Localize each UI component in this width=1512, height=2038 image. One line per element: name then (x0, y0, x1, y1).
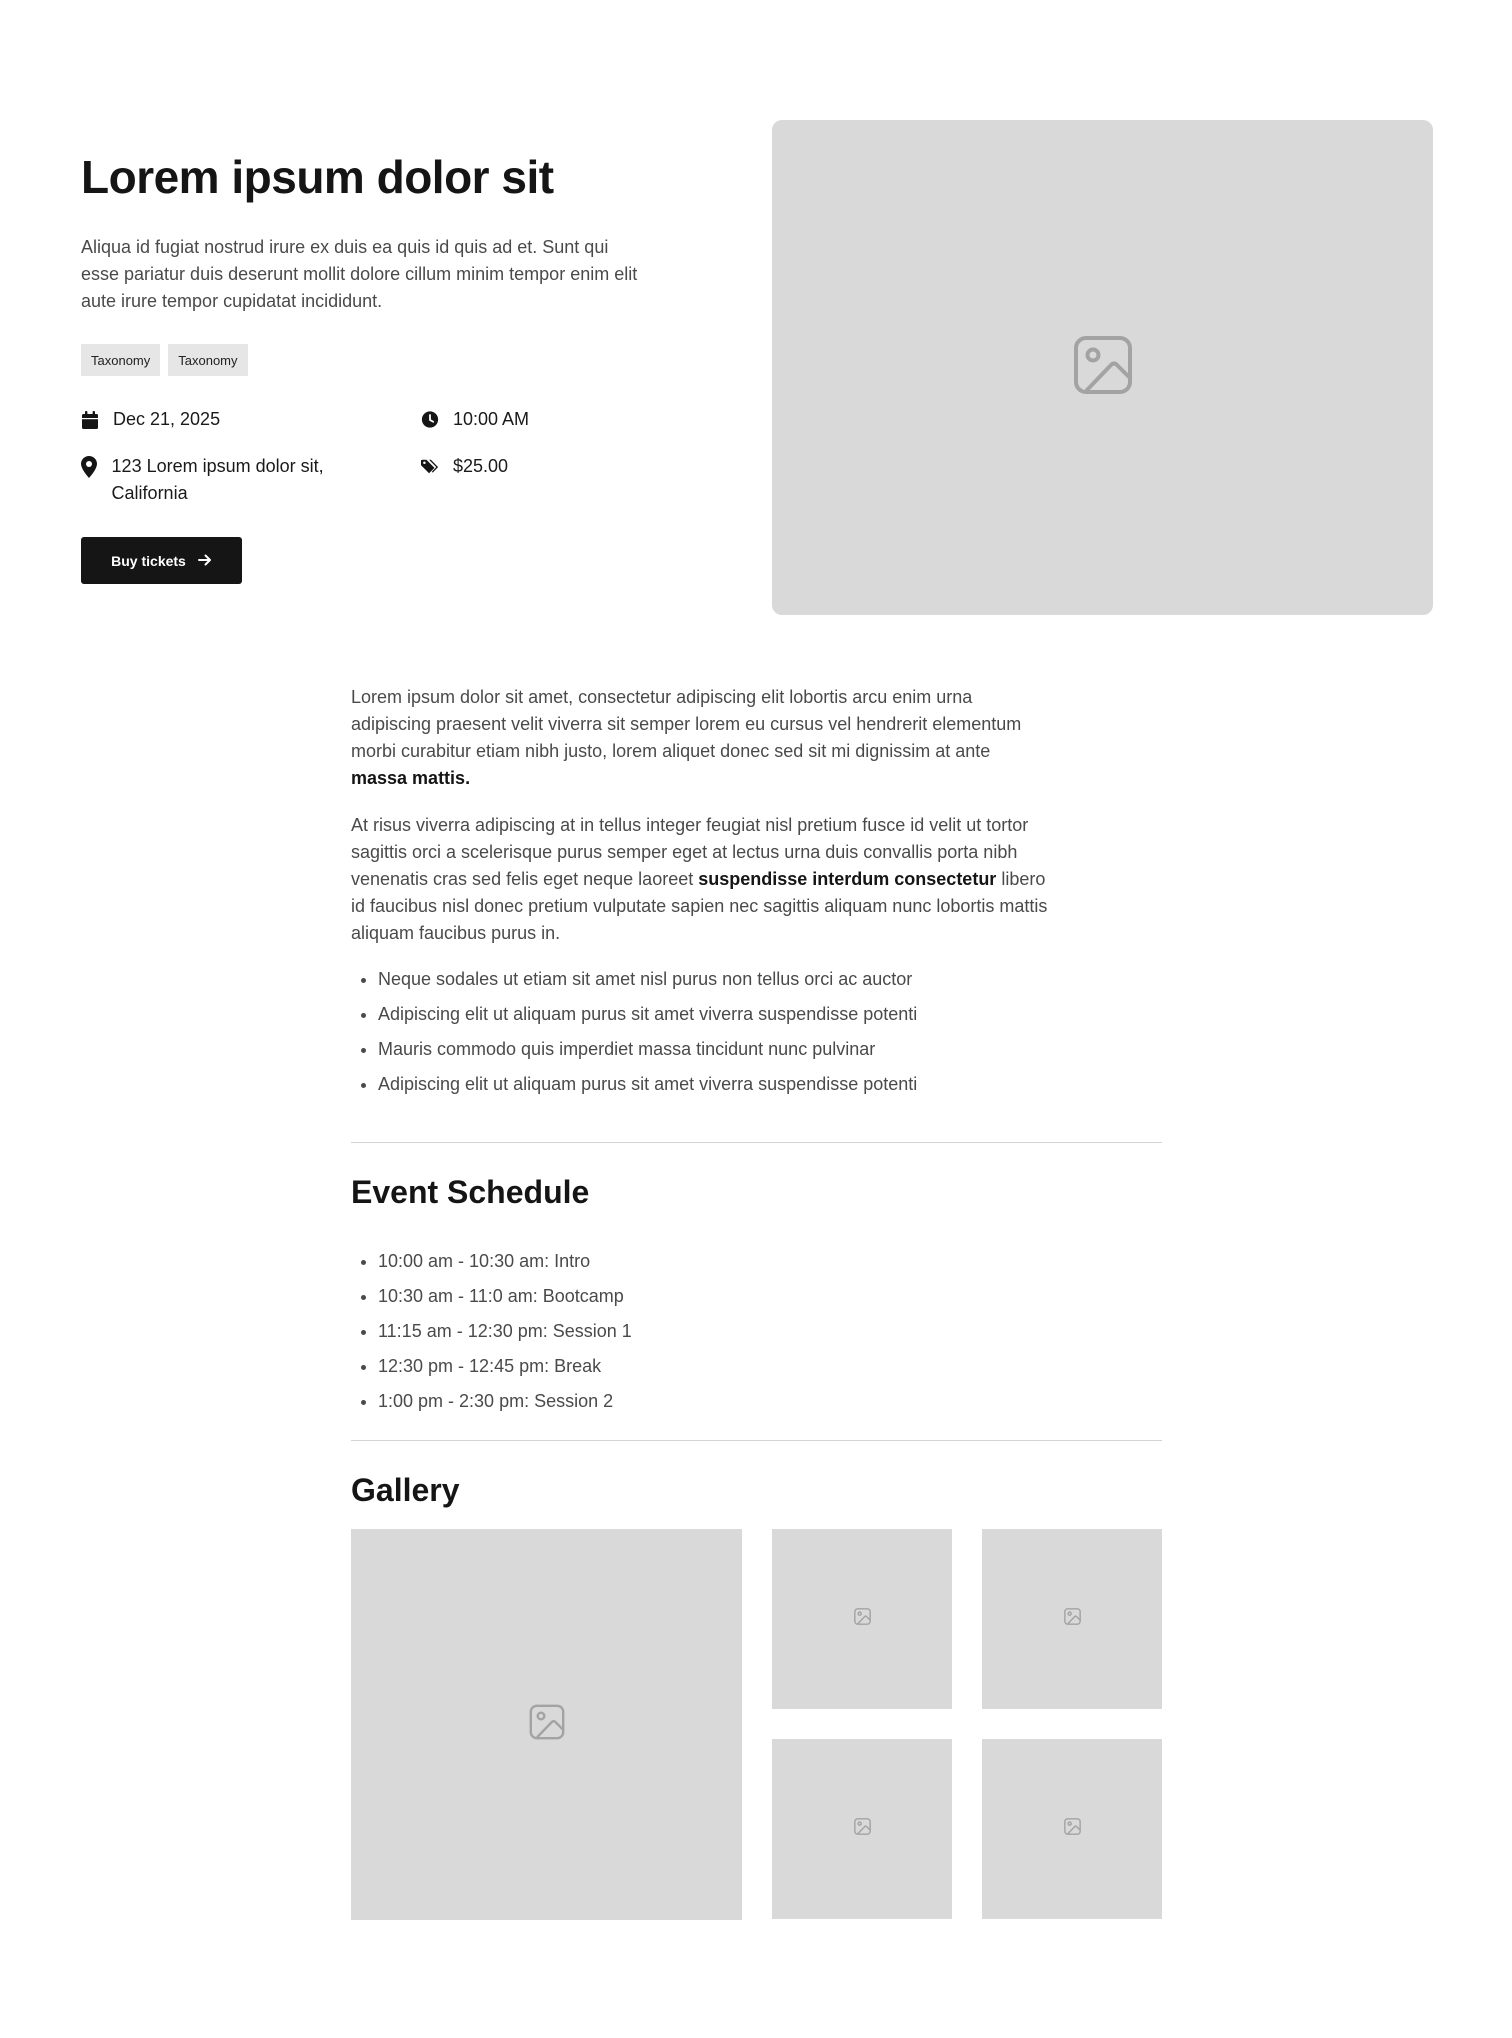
gallery-image[interactable] (982, 1739, 1162, 1919)
event-description: Aliqua id fugiat nostrud irure ex duis ea quis id quis ad et. Sunt qui esse pariatur duis deserunt mollit dolore cillum minim tempor enim elit aute irure tempor cupidatat incididunt. (81, 237, 638, 311)
hero-image (772, 120, 1433, 615)
event-price-text: $25.00 (453, 456, 509, 476)
buy-tickets-label: Buy tickets (111, 552, 186, 569)
event-date-text: Dec 21, 2025 (113, 409, 221, 429)
taxonomy-tag[interactable]: Taxonomy (81, 344, 160, 376)
schedule-item: 10:00 am - 10:30 am: Intro (351, 1248, 632, 1283)
buy-tickets-button[interactable] (81, 537, 242, 584)
tags-icon (421, 453, 439, 480)
body-text: Lorem ipsum dolor sit amet, consectetur adipiscing elit lobortis arcu enim urna adipiscing praesent velit viverra sit semper lorem eu cursus vel hendrerit elementum morbi curabitur etiam nibh justo, lorem aliquet donec sed sit mi dignissim at ante (351, 687, 1022, 761)
gallery-image[interactable] (772, 1529, 952, 1709)
event-meta (81, 406, 561, 516)
calendar-icon (81, 406, 99, 433)
arrow-right-icon (198, 553, 212, 569)
clock-icon (421, 406, 439, 433)
body-text: At risus viverra adipiscing at in tellus integer feugiat nisl pretium fusce id velit ut tortor sagittis orci a scelerisque purus semper eget at lectus urna duis convallis porta nibh venenatis cras sed felis eget neque laoreet (351, 815, 1029, 889)
event-location-text: 123 Lorem ipsum dolor sit, California (111, 456, 324, 503)
event-body (351, 684, 1162, 1106)
body-bold-text: suspendisse interdum consectetur (698, 869, 997, 889)
schedule-item: 11:15 am - 12:30 pm: Session 1 (351, 1318, 632, 1353)
image-placeholder-icon (854, 1608, 871, 1630)
event-time-text: 10:00 AM (453, 409, 530, 429)
image-placeholder-icon (1064, 1818, 1081, 1840)
schedule-list (351, 1248, 632, 1423)
gallery-image[interactable] (982, 1529, 1162, 1709)
gallery-title: Gallery (351, 1472, 460, 1508)
list-item: Adipiscing elit ut aliquam purus sit amet viverra suspendisse potenti (351, 1071, 1162, 1106)
image-placeholder-icon (1064, 1608, 1081, 1630)
event-hero (0, 0, 1512, 640)
schedule-item: 10:30 am - 11:0 am: Bootcamp (351, 1283, 632, 1318)
page-title: Lorem ipsum dolor sit (81, 151, 554, 203)
image-placeholder-icon (529, 1704, 565, 1745)
section-divider (351, 1142, 1162, 1143)
body-bold-text: massa mattis. (351, 768, 471, 788)
list-item: Mauris commodo quis imperdiet massa tincidunt nunc pulvinar (351, 1036, 1162, 1071)
body-text: libero id faucibus nisl donec pretium vulputate sapien nec sagittis aliquam nunc lobortis mattis aliquam faucibus purus in. (351, 869, 1048, 943)
schedule-item: 12:30 pm - 12:45 pm: Break (351, 1353, 632, 1388)
taxonomy-tags (81, 344, 248, 376)
schedule-item: 1:00 pm - 2:30 pm: Session 2 (351, 1388, 632, 1423)
taxonomy-tag[interactable]: Taxonomy (168, 344, 247, 376)
event-date (81, 406, 220, 433)
event-location (81, 453, 381, 507)
schedule-title: Event Schedule (351, 1174, 590, 1210)
list-item: Adipiscing elit ut aliquam purus sit amet viverra suspendisse potenti (351, 1001, 1162, 1036)
section-divider (351, 1440, 1162, 1441)
body-bullet-list (351, 966, 1162, 1106)
map-pin-icon (81, 453, 98, 480)
list-item: Neque sodales ut etiam sit amet nisl purus non tellus orci ac auctor (351, 966, 1162, 1001)
body-paragraph (351, 812, 1051, 947)
image-placeholder-icon (854, 1818, 871, 1840)
gallery-image-main[interactable] (351, 1529, 742, 1920)
gallery-image[interactable] (772, 1739, 952, 1919)
event-time (421, 406, 529, 433)
image-placeholder-icon (1073, 335, 1133, 400)
body-paragraph (351, 684, 1051, 792)
event-price (421, 453, 508, 480)
